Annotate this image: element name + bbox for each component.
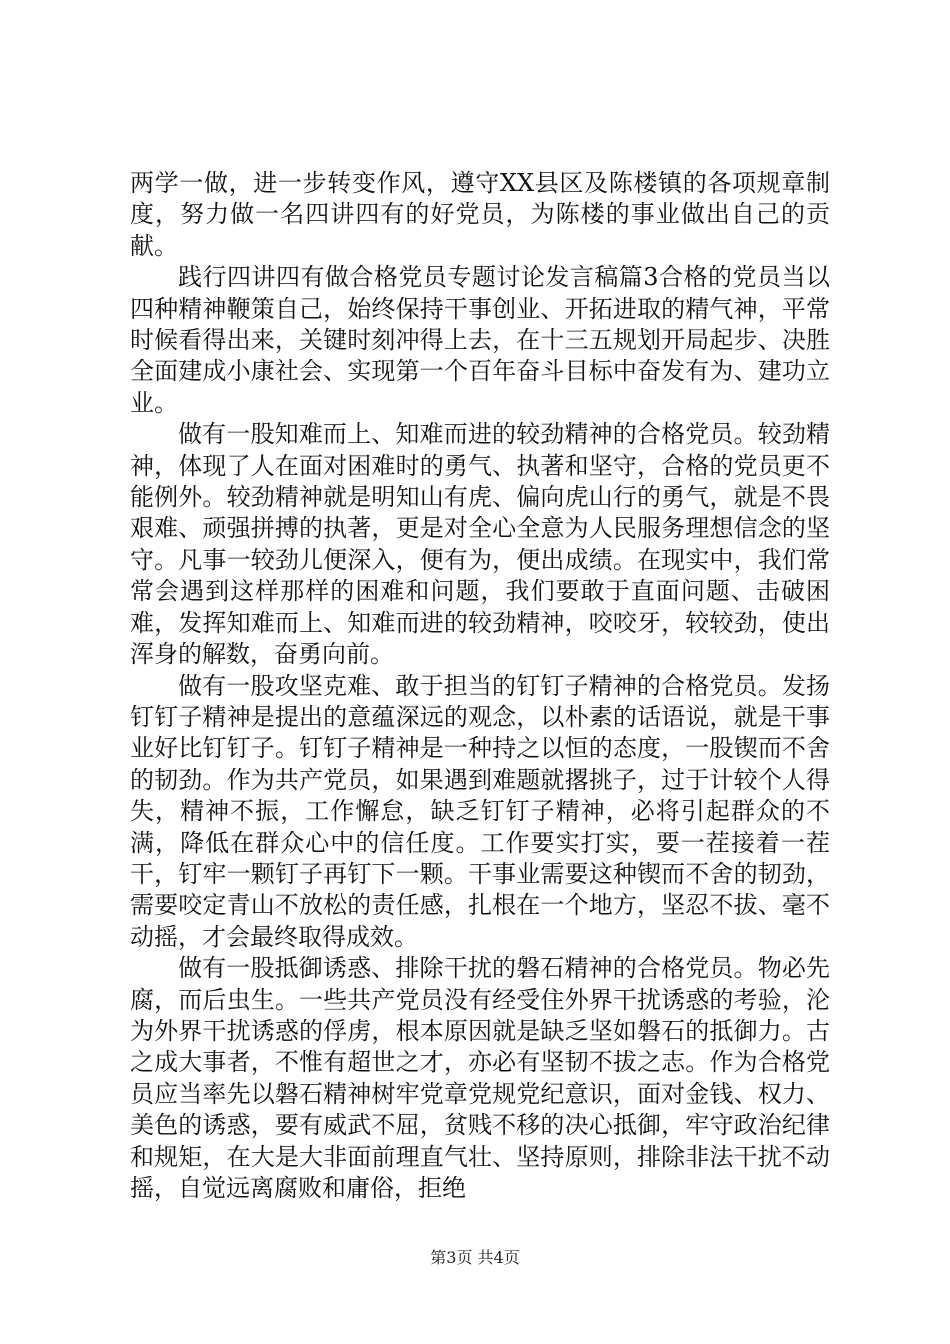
paragraph-rock-spirit: 做有一股抵御诱惑、排除干扰的磐石精神的合格党员。物必先腐，而后虫生。一些共产党员没有经受住外界干扰诱惑的考验，沦为外界干扰诱惑的俘虏，根本原因就是缺乏坚如磐石的抵御力。古之成大事者，不惟有超世之才，亦必有坚韧不拔之志。作为合格党员应当率先以磐石精神树牢党章党规党纪意识，面对金钱、权力、美色的诱惑，要有威武不屈，贫贱不移的决心抵御，牢守政治纪律和规矩，在大是大非面前理直气壮、坚持原则，排除非法干扰不动摇，自觉远离腐败和庸俗，拒绝 <box>130 954 830 1202</box>
paragraph-continuation: 两学一做，进一步转变作风，遵守XX县区及陈楼镇的各项规章制度，努力做一名四讲四有的好党员，为陈楼的事业做出自己的贡献。 <box>130 169 830 260</box>
paragraph-speech-intro: 践行四讲四有做合格党员专题讨论发言稿篇3合格的党员当以四种精神鞭策自己，始终保持干事创业、开拓进取的精气神，平常时候看得出来，关键时刻冲得上去，在十三五规划开局起步、决胜全面建成小康社会、实现第一个百年奋斗目标中奋发有为、建功立业。 <box>130 263 830 417</box>
document-body <box>130 168 830 1204</box>
page-number-footer: 第3页 共4页 <box>430 1248 520 1267</box>
paragraph-perseverance-spirit: 做有一股知难而上、知难而进的较劲精神的合格党员。较劲精神，体现了人在面对困难时的勇气、执著和坚守，合格的党员更不能例外。较劲精神就是明知山有虎、偏向虎山行的勇气，就是不畏艰难、顽强拼搏的执著，更是对全心全意为人民服务理想信念的坚守。凡事一较劲儿便深入，便有为，便出成绩。在现实中，我们常常会遇到这样那样的困难和问题，我们要敢于直面问题、击破困难，发挥知难而上、知难而进的较劲精神，咬咬牙，较较劲，使出浑身的解数，奋勇向前。 <box>130 420 830 669</box>
paragraph-nail-spirit: 做有一股攻坚克难、敢于担当的钉钉子精神的合格党员。发扬钉钉子精神是提出的意蕴深远的观念，以朴素的话语说，就是干事业好比钉钉子。钉钉子精神是一种持之以恒的态度，一股锲而不舍的韧劲。作为共产党员，如果遇到难题就撂挑子，过于计较个人得失，精神不振，工作懈怠，缺乏钉钉子精神，必将引起群众的不满，降低在群众心中的信任度。工作要实打实，要一茬接着一茬干，钉牢一颗钉子再钉下一颗。干事业需要这种锲而不舍的韧劲，需要咬定青山不放松的责任感，扎根在一个地方，坚忍不拔、毫不动摇，才会最终取得成效。 <box>130 671 830 951</box>
